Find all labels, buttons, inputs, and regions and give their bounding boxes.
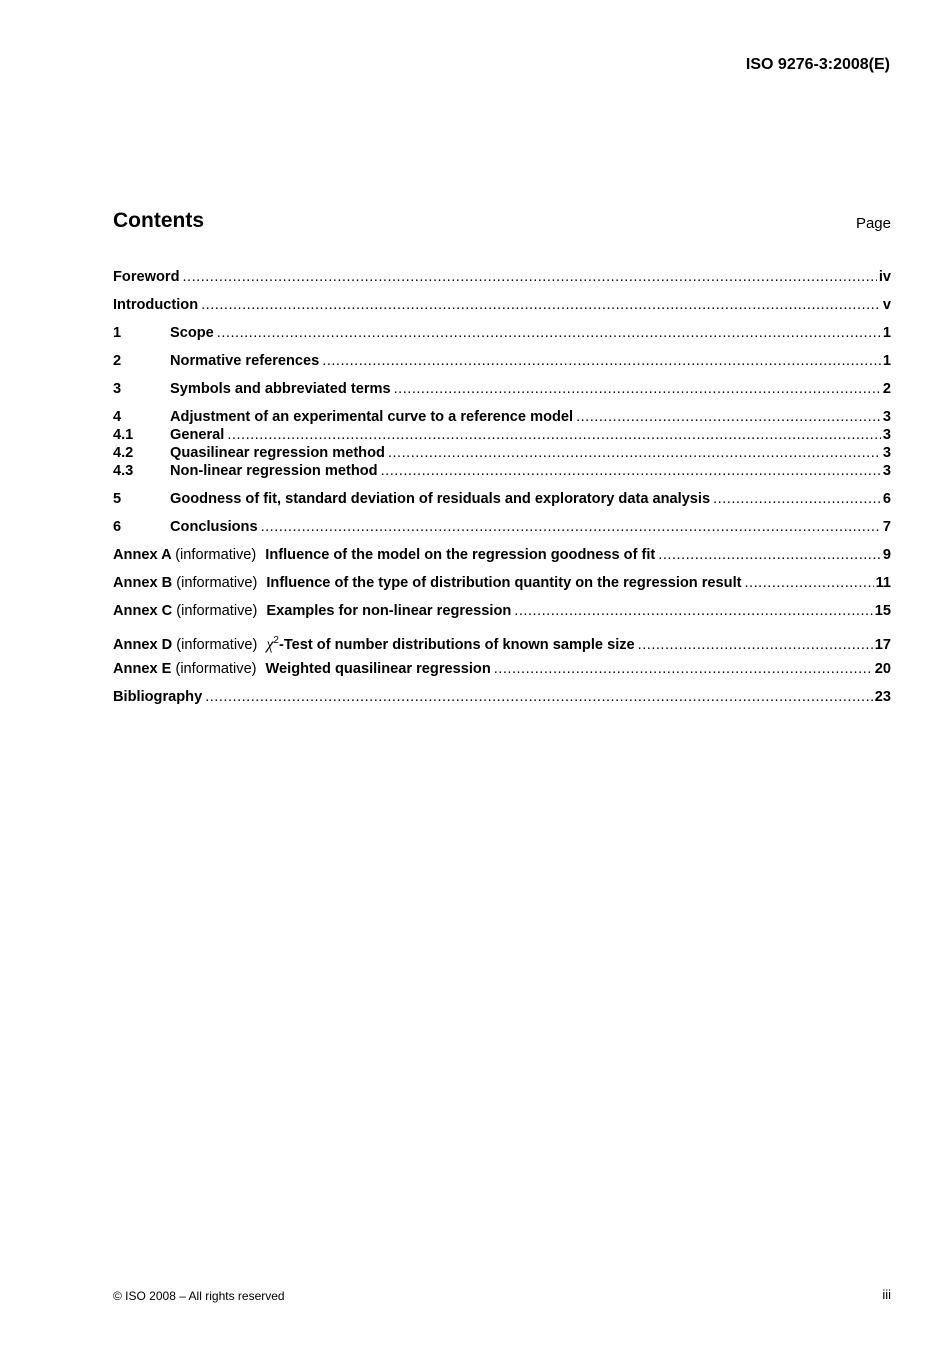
- toc-entry-title: Influence of the model on the regression goodness of fit: [265, 547, 656, 563]
- annex-note: (informative): [176, 637, 258, 653]
- dot-leader: [322, 352, 881, 370]
- toc-entry-non-linear-regression[interactable]: [113, 462, 891, 480]
- dot-leader: [576, 408, 881, 426]
- toc-entry-annex-d[interactable]: [113, 632, 891, 653]
- toc-entry-scope[interactable]: [113, 324, 891, 342]
- toc-entry-title: Bibliography: [113, 689, 203, 705]
- toc-entry-title: Introduction: [113, 297, 199, 313]
- table-of-contents: [113, 268, 891, 706]
- toc-entry-title: Foreword: [113, 269, 180, 285]
- dot-leader: [638, 636, 873, 654]
- toc-entry-number: 3: [113, 381, 122, 397]
- toc-entry-page: 3: [882, 409, 891, 425]
- annex-prefix: [113, 574, 266, 592]
- toc-entry-page: 6: [882, 491, 891, 507]
- toc-entry-title: Adjustment of an experimental curve to a reference model: [170, 409, 574, 425]
- superscript: 2: [273, 635, 279, 646]
- dot-leader: [394, 380, 881, 398]
- footer-copyright: © ISO 2008 – All rights reserved: [113, 1289, 285, 1303]
- toc-entry-title: Scope: [170, 325, 214, 341]
- toc-entry-bibliography[interactable]: [113, 688, 891, 706]
- dot-leader: [514, 602, 872, 620]
- dot-leader: [205, 688, 873, 706]
- toc-entry-number: 6: [113, 519, 122, 535]
- toc-entry-general[interactable]: [113, 426, 891, 444]
- annex-note: (informative): [176, 575, 258, 591]
- toc-entry-number: 4.1: [113, 427, 134, 443]
- toc-entry-page: 7: [882, 519, 891, 535]
- footer-page-number: iii: [882, 1287, 891, 1302]
- toc-entry-title-text: -Test of number distributions of known sample size: [278, 637, 635, 653]
- toc-entry-annex-b[interactable]: [113, 574, 891, 592]
- toc-entry-title: Symbols and abbreviated terms: [170, 381, 391, 397]
- toc-entry-title: Examples for non-linear regression: [266, 603, 512, 619]
- toc-entry-page: 1: [882, 325, 891, 341]
- toc-entry-number: 5: [113, 491, 122, 507]
- document-id: ISO 9276-3:2008(E): [745, 56, 890, 73]
- annex-prefix: [113, 636, 266, 654]
- toc-entry-page: 1: [882, 353, 891, 369]
- annex-prefix: [113, 546, 265, 564]
- toc-entry-page: 23: [874, 689, 891, 705]
- toc-entry-symbols[interactable]: [113, 380, 891, 398]
- toc-entry-page: v: [882, 297, 891, 313]
- toc-entry-number: 4.2: [113, 445, 134, 461]
- dot-leader: [494, 660, 873, 678]
- toc-entry-page: 3: [882, 463, 891, 479]
- toc-entry-title: Non-linear regression method: [170, 463, 378, 479]
- annex-note: (informative): [176, 603, 258, 619]
- toc-entry-title: Conclusions: [170, 519, 258, 535]
- chi-symbol: χ: [266, 636, 274, 653]
- annex-label: Annex D: [113, 637, 173, 653]
- toc-entry-title: General: [170, 427, 225, 443]
- toc-entry-introduction[interactable]: [113, 296, 891, 314]
- annex-note: (informative): [175, 661, 257, 677]
- annex-label: Annex B: [113, 575, 173, 591]
- dot-leader: [745, 574, 874, 592]
- dot-leader: [713, 490, 881, 508]
- toc-entry-page: 9: [882, 547, 891, 563]
- toc-entry-page: 15: [874, 603, 891, 619]
- toc-entry-page: 20: [874, 661, 891, 677]
- toc-entry-page: 17: [874, 637, 891, 653]
- annex-label: Annex C: [113, 603, 173, 619]
- toc-entry-title: Normative references: [170, 353, 320, 369]
- toc-entry-title: [266, 632, 634, 654]
- toc-entry-title: Goodness of fit, standard deviation of residuals and exploratory data analysis: [170, 491, 711, 507]
- dot-leader: [182, 268, 876, 286]
- toc-entry-annex-c[interactable]: [113, 602, 891, 620]
- toc-entry-foreword[interactable]: [113, 268, 891, 286]
- dot-leader: [261, 518, 881, 536]
- contents-title: Contents: [113, 209, 204, 232]
- toc-entry-annex-a[interactable]: [113, 546, 891, 564]
- toc-entry-conclusions[interactable]: [113, 518, 891, 536]
- dot-leader: [388, 444, 881, 462]
- annex-note: (informative): [175, 547, 257, 563]
- toc-entry-title: Influence of the type of distribution quantity on the regression result: [266, 575, 742, 591]
- toc-entry-title: Quasilinear regression method: [170, 445, 385, 461]
- dot-leader: [217, 324, 881, 342]
- toc-entry-number: 2: [113, 353, 122, 369]
- toc-entry-goodness-of-fit[interactable]: [113, 490, 891, 508]
- annex-label: Annex E: [113, 661, 172, 677]
- toc-entry-page: 2: [882, 381, 891, 397]
- annex-prefix: [113, 660, 266, 678]
- dot-leader: [381, 462, 881, 480]
- toc-entry-page: 3: [882, 445, 891, 461]
- toc-entry-number: 1: [113, 325, 122, 341]
- dot-leader: [227, 426, 881, 444]
- toc-entry-page: 11: [875, 575, 891, 591]
- toc-entry-normative-references[interactable]: [113, 352, 891, 370]
- toc-entry-quasilinear-regression[interactable]: [113, 444, 891, 462]
- toc-entry-page: 3: [882, 427, 891, 443]
- toc-entry-annex-e[interactable]: [113, 660, 891, 678]
- toc-entry-adjustment[interactable]: [113, 408, 891, 426]
- toc-entry-number: 4.3: [113, 463, 134, 479]
- toc-entry-page: iv: [878, 269, 891, 285]
- toc-entry-number: 4: [113, 409, 122, 425]
- annex-prefix: [113, 602, 266, 620]
- toc-entry-title: Weighted quasilinear regression: [265, 661, 491, 677]
- annex-label: Annex A: [113, 547, 172, 563]
- page-column-label: Page: [855, 215, 891, 232]
- dot-leader: [658, 546, 881, 564]
- dot-leader: [201, 296, 881, 314]
